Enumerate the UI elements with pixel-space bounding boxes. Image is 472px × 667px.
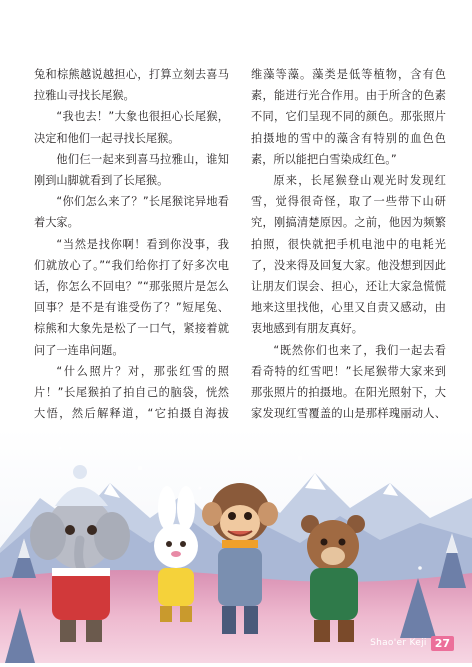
paragraph: “你们怎么来了？”长尾猴诧异地看着大家。 xyxy=(34,195,229,230)
paragraph: “既然你们也来了，我们一起去看看奇特的红雪吧！”长尾猴带大家来到那张照片的拍摄地。在阳光照射下，大家发现红雪覆盖的山是那样瑰丽动人、 xyxy=(251,343,446,421)
page-number: 27 xyxy=(431,636,454,651)
cartoon-scene-icon xyxy=(0,428,472,663)
page-footer xyxy=(370,635,454,651)
left-text-column xyxy=(34,64,229,488)
paragraph: 他们仨一起来到喜马拉雅山，谁知刚到山脚就看到了长尾猴。 xyxy=(34,152,229,188)
cartoon-scene-illustration xyxy=(0,428,472,663)
paragraph: “什么照片？对，那张红雪的照片！”长尾猴拍了拍自己的脑袋，恍然大悟，然后解释道，“它拍摄自海拔 xyxy=(34,364,229,421)
paragraph: “当然是找你啊！看到你没事，我们就放心了。”“我们给你打了好多次电话，你怎么不回电？”“那张照片是怎么回事？是不是有谁受伤了？”短尾兔、棕熊和大象先是松了一口气，紧接着就问了一连串问题。 xyxy=(34,237,229,357)
paragraph: 维藻等藻。藻类是低等植物，含有色素，能进行光合作用。由于所含的色素不同，它们呈现不同的颜色。那张照片拍摄地的雪中的藻含有特别的血色色素，所以能把白雪染成红色。” xyxy=(251,68,446,166)
paragraph: 原来，长尾猴登山观光时发现红雪，觉得很奇怪，取了一些带下山研究，刚搞清楚原因。之前，他因为频繁拍照，很快就把手机电池中的电耗光了，没来得及回复大家。他没想到因此让朋友们误会、担心，还让大家急慌慌地来这里找他，心里又自责又感动，由衷地感到有朋友真好。 xyxy=(251,174,446,336)
footer-brand: Shao'er Keji xyxy=(370,638,427,648)
paragraph: “我也去！”大象也很担心长尾猴，决定和他们一起寻找长尾猴。 xyxy=(34,110,229,145)
paragraph: 兔和棕熊越说越担心，打算立刻去喜马拉雅山寻找长尾猴。 xyxy=(34,68,229,103)
right-text-column xyxy=(251,64,446,446)
